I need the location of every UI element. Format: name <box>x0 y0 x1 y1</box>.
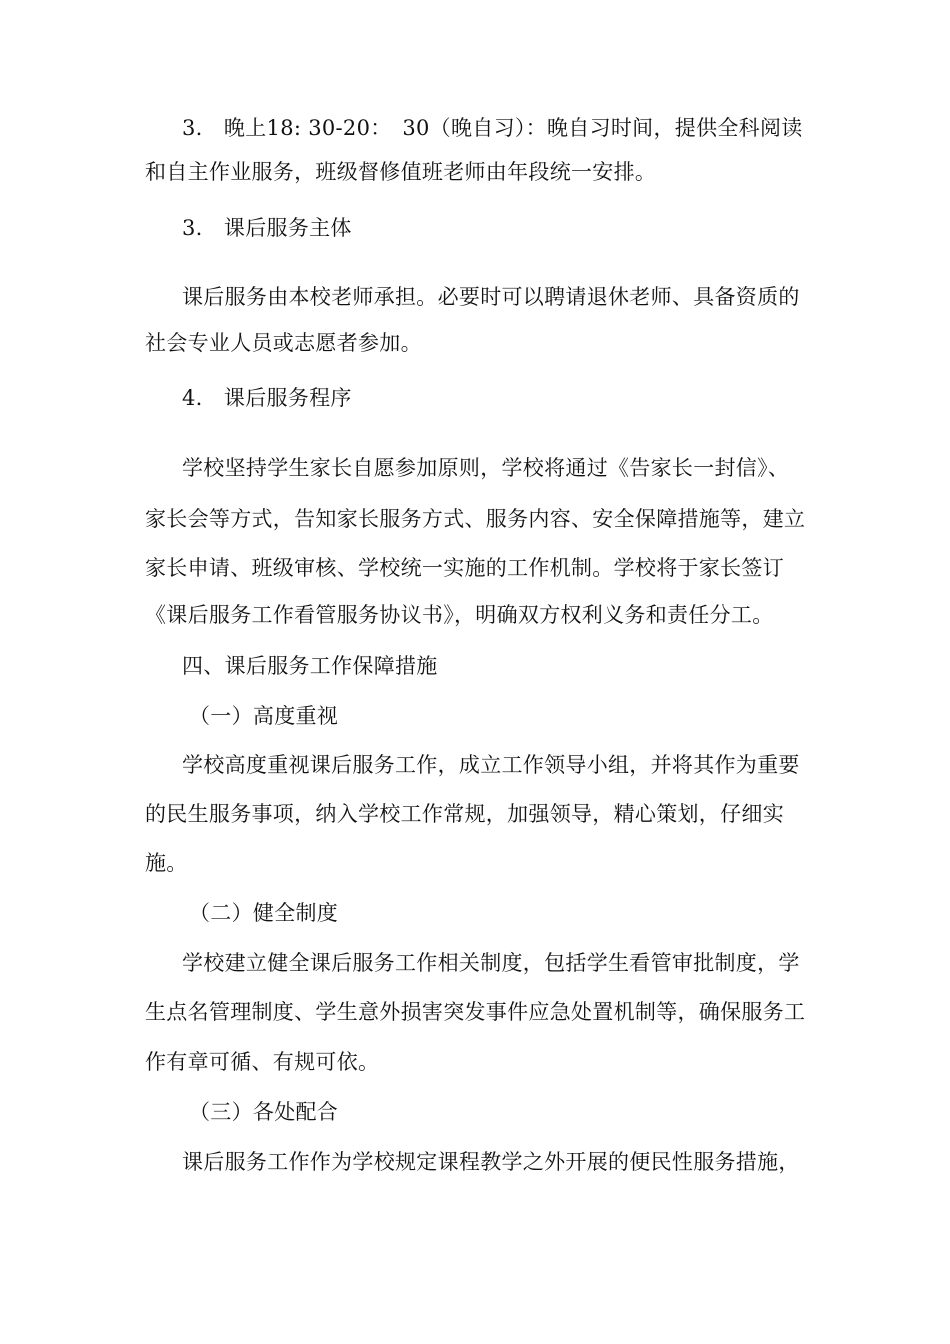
paragraph-procedure-line-3: 家长申请、班级审核、学校统一实施的工作机制。学校将于家长签订 <box>145 556 784 580</box>
section-heading-service-subject: 3. 课后服务主体 <box>182 216 352 240</box>
paragraph-high-priority-line-1: 学校高度重视课后服务工作，成立工作领导小组，并将其作为重要 <box>182 753 800 777</box>
paragraph-cooperation-line-1: 课后服务工作作为学校规定课程教学之外开展的便民性服务措施， <box>182 1150 800 1174</box>
paragraph-high-priority-line-2: 的民生服务事项，纳入学校工作常规，加强领导，精心策划，仔细实 <box>145 802 784 826</box>
paragraph-procedure-line-4: 《课后服务工作看管服务协议书》，明确双方权利义务和责任分工。 <box>145 603 774 627</box>
subheading-high-priority: （一）高度重视 <box>189 704 339 728</box>
section-heading-service-procedure: 4. 课后服务程序 <box>182 386 352 410</box>
chapter-heading-guarantee-measures: 四、课后服务工作保障措施 <box>182 654 438 678</box>
paragraph-service-subject-line-2: 社会专业人员或志愿者参加。 <box>145 331 422 355</box>
subheading-sound-system: （二）健全制度 <box>189 901 339 925</box>
paragraph-high-priority-line-3: 施。 <box>145 851 188 875</box>
paragraph-procedure-line-1: 学校坚持学生家长自愿参加原则，学校将通过《告家长一封信》、 <box>182 456 790 480</box>
paragraph-sound-system-line-2: 生点名管理制度、学生意外损害突发事件应急处置机制等，确保服务工 <box>145 1000 806 1024</box>
item-3-evening-study-line-1: 3. 晚上18: 30-20： 30（晚自习）：晚自习时间，提供全科阅读 <box>182 116 803 140</box>
item-3-evening-study-line-2: 和自主作业服务，班级督修值班老师由年段统一安排。 <box>145 160 657 184</box>
paragraph-procedure-line-2: 家长会等方式，告知家长服务方式、服务内容、安全保障措施等，建立 <box>145 507 806 531</box>
paragraph-sound-system-line-3: 作有章可循、有规可依。 <box>145 1050 380 1074</box>
paragraph-service-subject-line-1: 课后服务由本校老师承担。必要时可以聘请退休老师、具备资质的 <box>182 285 800 309</box>
subheading-cooperation: （三）各处配合 <box>189 1100 339 1124</box>
paragraph-sound-system-line-1: 学校建立健全课后服务工作相关制度，包括学生看管审批制度，学 <box>182 951 800 975</box>
